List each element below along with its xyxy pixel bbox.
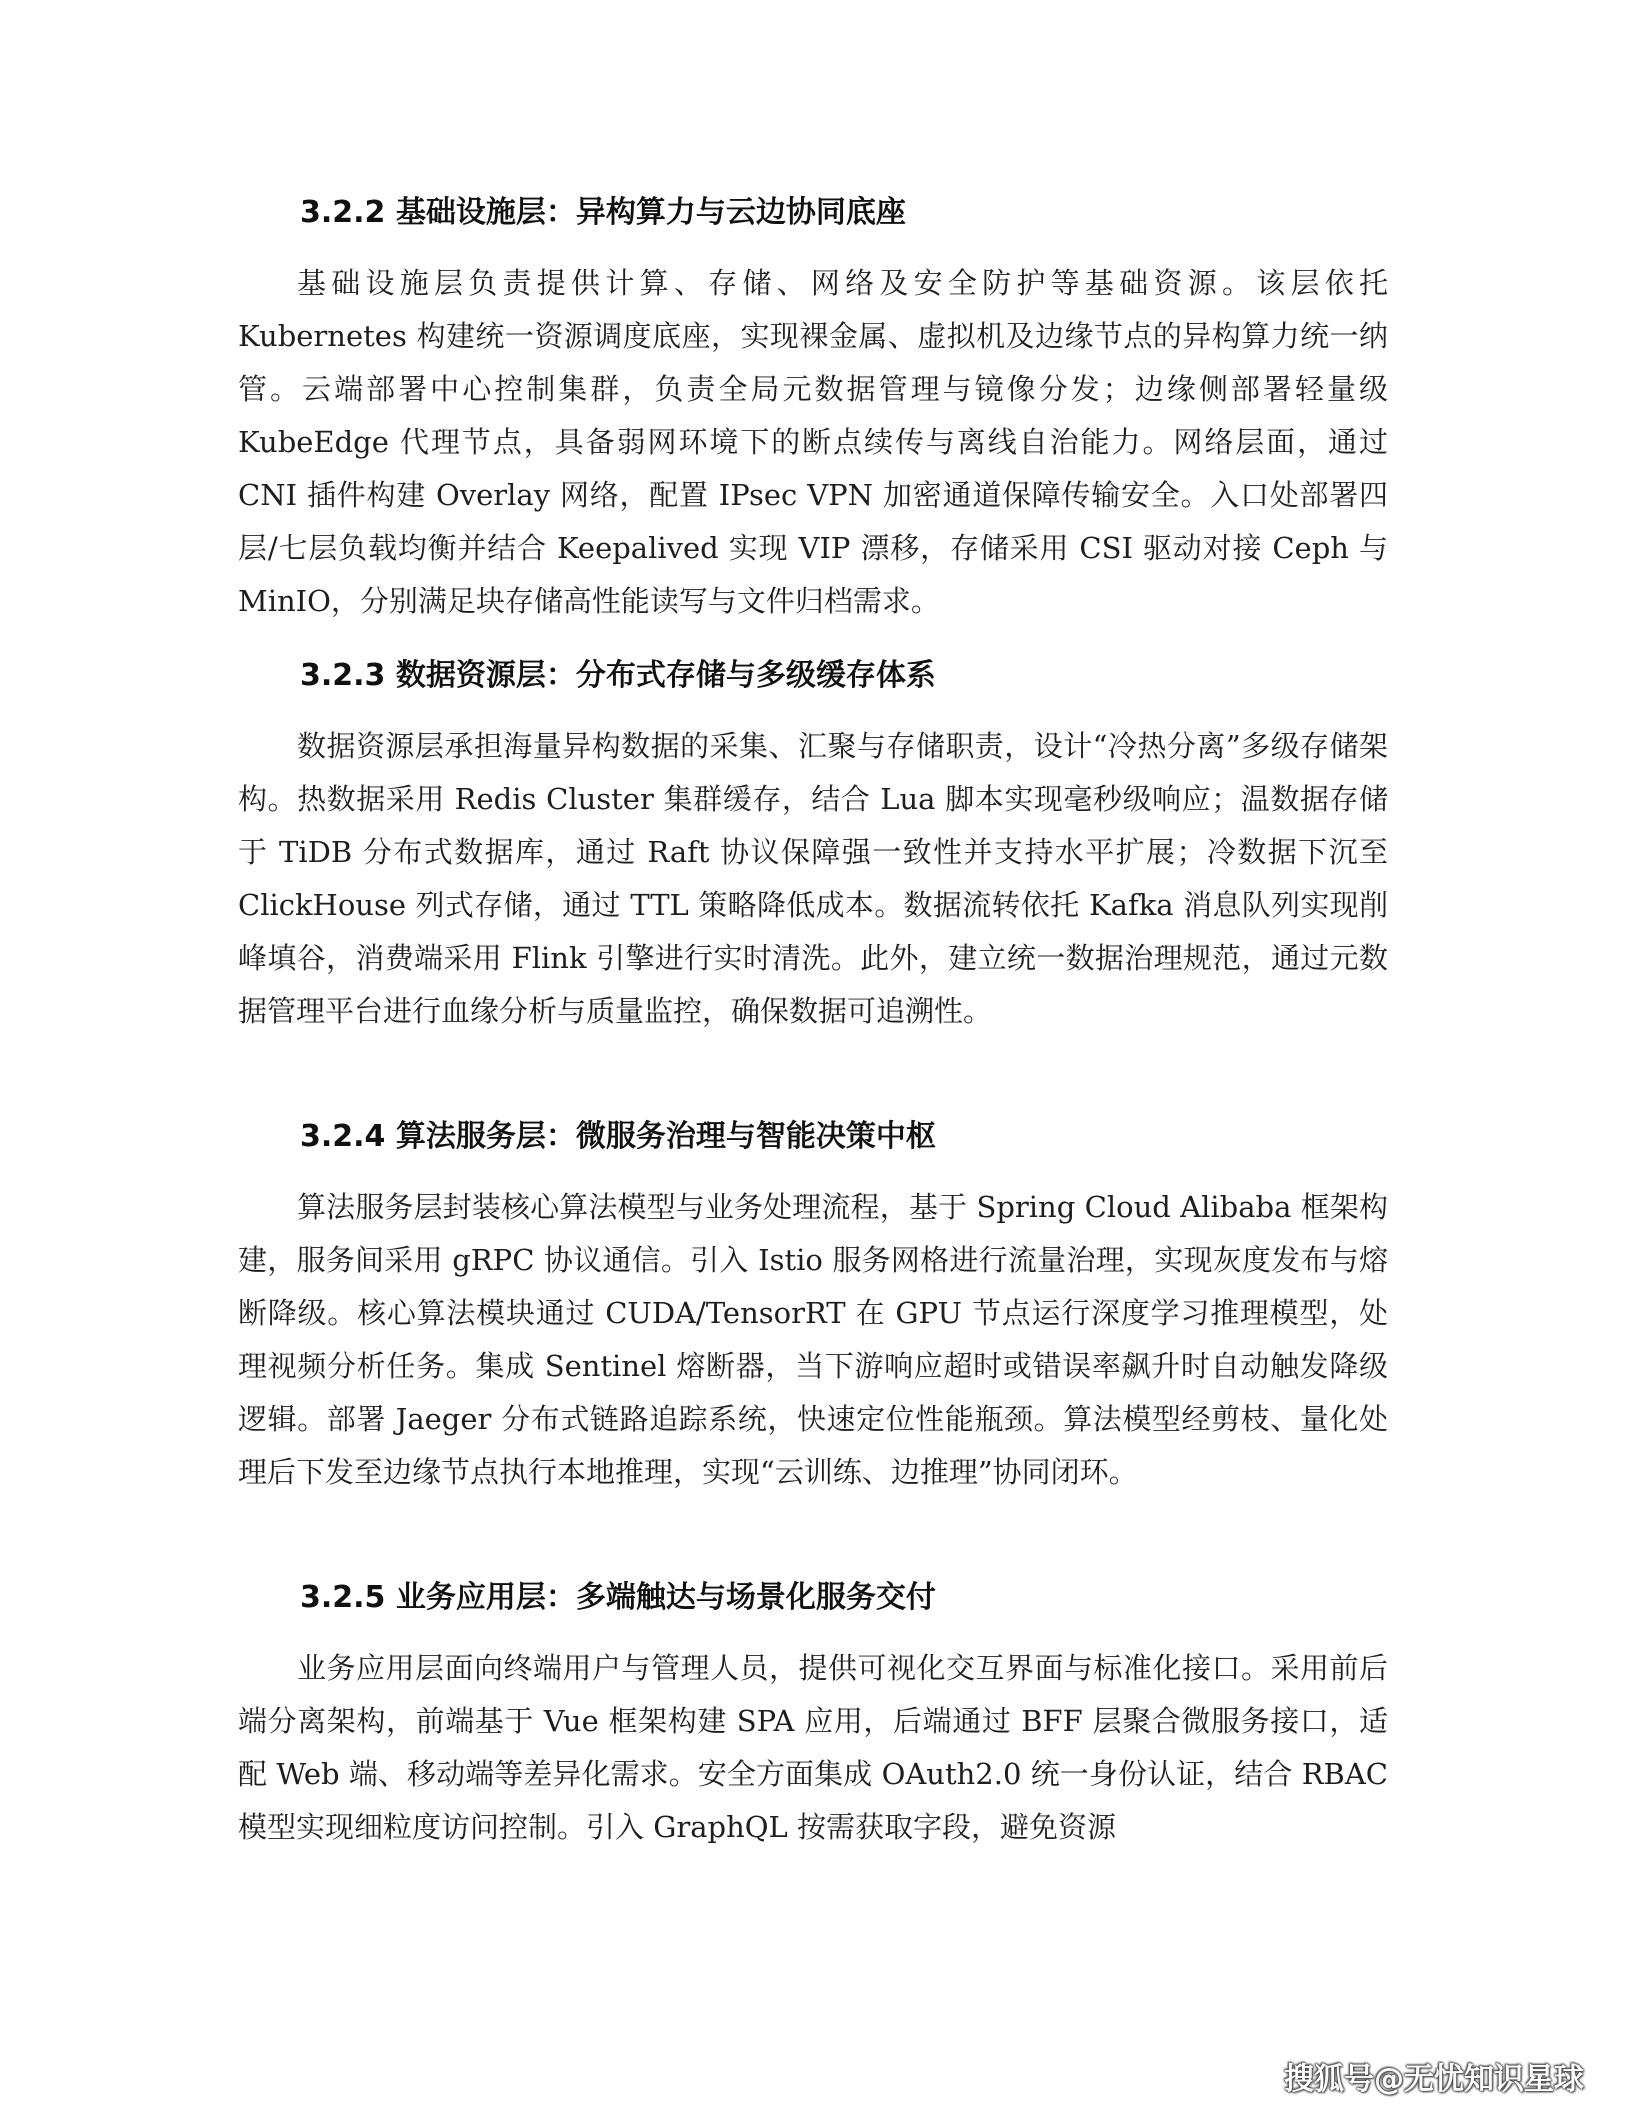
section-3-2-3 (238, 656, 1388, 1038)
heading-spacer (238, 696, 1388, 720)
section-3-2-4 (238, 1117, 1388, 1499)
section-3-2-2 (238, 193, 1388, 628)
section-paragraph: 业务应用层面向终端用户与管理人员，提供可视化交互界面与标准化接口。采用前后端分离架构，前端基于 Vue 框架构建 SPA 应用，后端通过 BFF 层聚合微服务接口，适配 Web 端、移动端等差异化需求。安全方面集成 OAuth2.0 统一身份认证，结合 RBAC 模型实现细粒度访问控制。引入 GraphQL 按需获取字段，避免资源 (238, 1651, 1388, 1844)
section-3-2-5 (238, 1578, 1388, 1854)
heading-spacer (238, 1618, 1388, 1642)
heading-spacer (238, 233, 1388, 257)
section-paragraph: 基础设施层负责提供计算、存储、网络及安全防护等基础资源。该层依托 Kubernetes 构建统一资源调度底座，实现裸金属、虚拟机及边缘节点的异构算力统一纳管。云端部署中心控制集群，负责全局元数据管理与镜像分发；边缘侧部署轻量级 KubeEdge 代理节点，具备弱网环境下的断点续传与离线自治能力。网络层面，通过 CNI 插件构建 Overlay 网络，配置 IPsec VPN 加密通道保障传输安全。入口处部署四层/七层负载均衡并结合 Keepalived 实现 VIP 漂移，存储采用 CSI 驱动对接 Ceph 与 MinIO，分别满足块存储高性能读写与文件归档需求。 (238, 266, 1388, 618)
section-paragraph: 数据资源层承担海量异构数据的采集、汇聚与存储职责，设计“冷热分离”多级存储架构。热数据采用 Redis Cluster 集群缓存，结合 Lua 脚本实现毫秒级响应；温数据存储于 TiDB 分布式数据库，通过 Raft 协议保障强一致性并支持水平扩展；冷数据下沉至 ClickHouse 列式存储，通过 TTL 策略降低成本。数据流转依托 Kafka 消息队列实现削峰填谷，消费端采用 Flink 引擎进行实时清洗。此外，建立统一数据治理规范，通过元数据管理平台进行血缘分析与质量监控，确保数据可追溯性。 (238, 729, 1388, 1028)
section-heading: 3.2.5 业务应用层：多端触达与场景化服务交付 (300, 1580, 936, 1615)
section-heading: 3.2.4 算法服务层：微服务治理与智能决策中枢 (300, 1119, 936, 1154)
section-paragraph: 算法服务层封装核心算法模型与业务处理流程，基于 Spring Cloud Alibaba 框架构建，服务间采用 gRPC 协议通信。引入 Istio 服务网格进行流量治理，实现灰度发布与熔断降级。核心算法模块通过 CUDA/TensorRT 在 GPU 节点运行深度学习推理模型，处理视频分析任务。集成 Sentinel 熔断器，当下游响应超时或错误率飙升时自动触发降级逻辑。部署 Jaeger 分布式链路追踪系统，快速定位性能瓶颈。算法模型经剪枝、量化处理后下发至边缘节点执行本地推理，实现“云训练、边推理”协同闭环。 (238, 1190, 1388, 1489)
section-heading: 3.2.2 基础设施层：异构算力与云边协同底座 (300, 195, 906, 230)
section-heading: 3.2.3 数据资源层：分布式存储与多级缓存体系 (300, 658, 936, 693)
heading-spacer (238, 1157, 1388, 1181)
source-watermark: 搜狐号@无忧知识星球 (1284, 2062, 1584, 2097)
